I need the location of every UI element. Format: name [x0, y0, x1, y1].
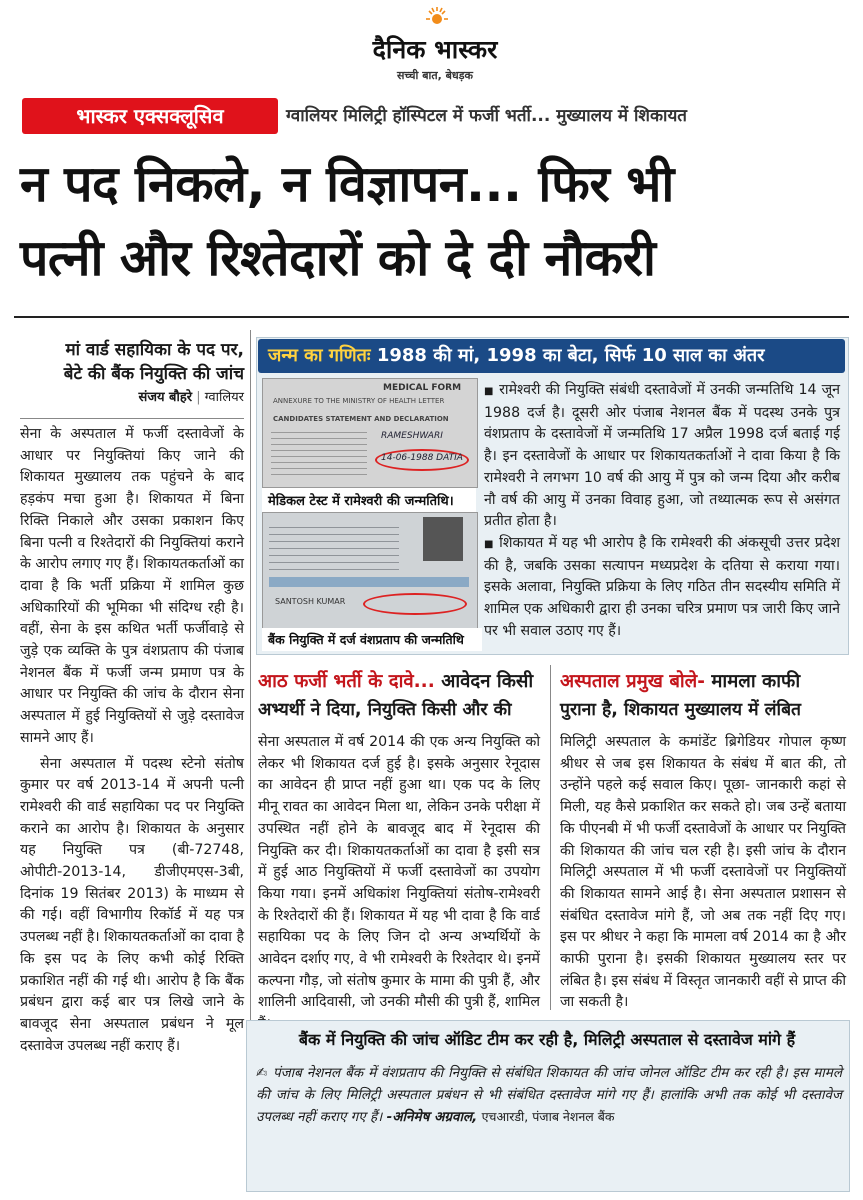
bottom-speaker: -अनिमेष अग्रवाल, — [386, 1109, 478, 1125]
janm-bullet-2-text: शिकायत में यह भी आरोप है कि रामेश्वरी की अंकसूची उत्तर प्रदेश की है, जबकि उसका सत्यापन मध्यप्रदेश के दतिया से कराया गया। इसके अलावा, नियुक्ति प्रक्रिया के लिए गठित तीन सदस्यीय समिति में शामिल एक अधिकारी द्वारा ही उनका चरित्र प्रमाण पत्र जारी किए जाने पर भी सवाल उठाए गए हैं। — [484, 534, 841, 639]
bottom-quote-text: पंजाब नेशनल बैंक में वंशप्रताप की नियुक्ति से संबंधित शिकायत की जांच जोनल ऑडिट टीम कर रही है। इस मामले की जांच के लिए मिलिट्री अस्पताल प्रबंधन से भी संबंधित दस्तावेज मांगे गए हैं। हालांकि अभी तक कोई भी दस्तावेज उपलब्ध नहीं कराए गए हैं। — [256, 1065, 843, 1125]
masthead-tagline: सच्ची बात, बेधड़क — [396, 69, 474, 82]
janm-title: 1988 की मां, 1998 का बेटा, सिर्फ 10 साल का अंतर — [376, 345, 765, 366]
medical-form-section: CANDIDATES STATEMENT AND DECLARATION — [273, 415, 449, 423]
mid-head-black2: अभ्यर्थी ने दिया, नियुक्ति किसी और की — [258, 700, 512, 720]
bank-record-name: SANTOSH KUMAR — [275, 597, 346, 606]
janm-bullet-1-text: रामेश्वरी की नियुक्ति संबंधी दस्तावेजों में उनकी जन्मतिथि 14 जून 1988 दर्ज है। दूसरी ओर पंजाब नेशनल बैंक में पदस्थ उनके पुत्र वंशप्रताप के दस्तावेजों में जन्मतिथि 17 अप्रैल 1998 दर्ज बताई गई है। इन दस्तावेजों के आधार पर शिकायतकर्ताओं ने दावा किया है कि रामेश्वरी ने लगभग 10 वर्ष की आयु में पुत्र को जन्म दिया और करीब नौ वर्ष की आयु में उनका विवाह हुआ, जो तथ्यात्मक रूप से असंगत प्रतीत होता है। — [484, 382, 840, 530]
byline-place: ग्वालियर — [204, 390, 244, 405]
sun-logo-icon — [426, 6, 448, 28]
medical-form-title: MEDICAL FORM — [383, 383, 462, 393]
right-head-red: अस्पताल प्रमुख बोले- — [560, 671, 705, 692]
bank-record-photo — [262, 512, 478, 630]
right-body: मिलिट्री अस्पताल के कमांडेंट ब्रिगेडियर गोपाल कृष्ण श्रीधर से जब इस शिकायत के संबंध में बात की, तो उन्होंने पहले कई सवाल किए। पूछा- जानकारी कहां से मिली, यह कैसे प्रकाशित कर सकते हो। जब उन्हें बताया कि पीएनबी में भी फर्जी दस्तावेजों के आधार पर नियुक्ति की शिकायत की जांच चल रही है। इसी जांच के दौरान मिलिट्री अस्पताल में भी फर्जी दस्तावेजों पर नियुक्तियों की शिकायत सामने आई है। सेना अस्पताल प्रशासन से संबंधित दस्तावेज मांगे हैं, जो अब तक नहीं दिए गए। इस पर श्रीधर ने कहा कि मामला वर्ष 2014 का है और काफी पुराना है। इसकी शिकायत मुख्यालय स्तर पर लंबित है। इस संबंध में विस्तृत जानकारी वहीं से प्राप्त की जा सकती है। — [560, 734, 846, 1011]
headline-line1: न पद निकले, न विज्ञापन... फिर भी — [20, 155, 674, 213]
mid-headline — [258, 668, 542, 724]
right-column-body — [560, 732, 846, 1012]
mid-body: सेना अस्पताल में वर्ष 2014 की एक अन्य नियुक्ति को लेकर भी शिकायत दर्ज हुई है। इसके अनुसार रेनूदास का आवेदन ही प्राप्त नहीं हुआ था। एक पद के लिए मीनू रावत का आवेदन मिला था, लेकिन उनके परीक्षा में उपस्थित नहीं होने के बावजूद बाद में रेनूदास की नियुक्ति कर दी। शिकायतकर्ताओं का दावा है इसी सत्र में हुई आठ नियुक्तियों में फर्जी दस्तावेजों का उपयोग किया गया। इनमें अधिकांश नियुक्तियां संतोष-रामेश्वरी के रिश्तेदारों की हैं। शिकायत में यह भी दावा है कि वार्ड सहायिका पद के लिए जिन दो अन्य अभ्यर्थियों के आवेदन दर्शाए गए, वे भी रामेश्वरी के रिश्तेदार थे। इनमें कल्पना गौड़, जो संतोष कुमार के मामा की पुत्री हैं, और शालिनी आदिवासी, जो उनकी मौसी की पुत्री हैं, शामिल — [258, 734, 540, 1011]
medical-form-photo — [262, 378, 478, 488]
masthead — [340, 6, 530, 84]
bottom-designation: एचआरडी, पंजाब नेशनल बैंक — [481, 1109, 615, 1124]
medical-form-handwritten-dob: 14-06-1988 DATIA — [381, 453, 463, 463]
bank-record-lines — [269, 521, 399, 573]
medical-form-lines — [271, 427, 367, 477]
mid-head-red: आठ फर्जी भर्ती के दावे... — [258, 671, 435, 692]
kicker: ग्वालियर मिलिट्री हॉस्पिटल में फर्जी भर्ती... मुख्यालय में शिकायत — [286, 106, 687, 126]
left-para1: सेना के अस्पताल में फर्जी दस्तावेजों के आधार पर नियुक्तियां किए जाने की शिकायत मुख्यालय तक पहुंचने के बाद हड़कंप मचा हुआ है। शिकायत में बिना रिक्ति निकाले और उसका प्रकाशन किए बिना पत्नी व रिश्तेदारों की नियुक्तियां कराने के आरोप लगाए गए हैं। शिकायतकर्ताओं का दावा है कि भर्ती प्रक्रिया में शामिल कुछ अधिकारियों की भूमिका भी संदिग्ध रही है। वहीं, सेना के इस कथित भर्ती फर्जीवाड़े से जुड़े एक व्यक्ति के पुत्र वंशप्रताप की पंजाब नेशनल बैंक में फर्जी जन्म प्रमाण पत्र के आधार पर नियुक्ति की जांच के दौरान सेना अस्पताल में हुई नियुक्तियों से जुड़े दस्तावेज सामने आए हैं। — [20, 426, 244, 746]
medical-form-handwritten-name: RAMESHWARI — [381, 431, 443, 441]
bank-record-band — [269, 577, 469, 587]
headline-line2: पत्नी और रिश्तेदारों को दे दी नौकरी — [20, 229, 656, 287]
janm-bullet-2: ■ शिकायत में यह भी आरोप है कि रामेश्वरी की अंकसूची उत्तर प्रदेश की है, जबकि उसका सत्यापन मध्यप्रदेश के दतिया से कराया गया। इसके अलावा, नियुक्ति प्रक्रिया के लिए गठित तीन सदस्यीय समिति में शामिल एक अधिकारी द्वारा ही उनका चरित्र प्रमाण पत्र जारी किए जाने पर भी सवाल उठाए गए हैं। — [484, 534, 841, 639]
janm-label: जन्म का गणितः — [268, 345, 371, 366]
byline-rule — [20, 418, 244, 419]
left-column-body — [20, 424, 244, 1194]
column-divider-right — [550, 665, 551, 1010]
headline-rule — [14, 316, 849, 318]
janm-bullet-1: ■ रामेश्वरी की नियुक्ति संबंधी दस्तावेजों में उनकी जन्मतिथि 14 जून 1988 दर्ज है। दूसरी ओर पंजाब नेशनल बैंक में पदस्थ उनके पुत्र वंशप्रताप के दस्तावेजों में जन्मतिथि 17 अप्रैल 1998 दर्ज बताई गई है। इन दस्तावेजों के आधार पर शिकायतकर्ताओं ने दावा किया है कि रामेश्वरी ने लगभग 10 वर्ष की आयु में पुत्र को जन्म दिया और करीब नौ वर्ष की आयु में उनका विवाह हुआ, जो तथ्यात्मक रूप से असंगत प्रतीत होता है। — [484, 382, 840, 530]
right-headline — [560, 668, 848, 724]
janm-box-header — [258, 339, 845, 373]
exclusive-badge: भास्कर एक्सक्लूसिव — [22, 98, 278, 134]
portrait-thumbnail — [423, 517, 463, 561]
bottom-box-quote: ✍ पंजाब नेशनल बैंक में वंशप्रताप की नियुक्ति से संबंधित शिकायत की जांच जोनल ऑडिट टीम कर रही है। इस मामले की जांच के लिए मिलिट्री अस्पताल प्रबंधन से भी संबंधित दस्तावेज मांगे गए हैं। हालांकि अभी तक कोई भी दस्तावेज उपलब्ध नहीं कराए गए हैं। -अनिमेष अग्रवाल, एचआरडी, पंजाब नेशनल बैंक — [256, 1065, 843, 1125]
right-head-black1: मामला काफी — [711, 671, 801, 692]
mid-head-black1: आवेदन किसी — [441, 671, 534, 692]
left-para2: सेना अस्पताल में पदस्थ स्टेनो संतोष कुमार पर वर्ष 2013-14 में अपनी पत्नी रामेश्वरी की वार्ड सहायिका पद पर नियुक्ति कराने का आरोप है। शिकायत के अनुसार यह नियुक्ति पत्र (बी-72748, ओपीटी-2013-14, डीजीएमएस-3बी, दिनांक 19 सितंबर 2013) के माध्यम से की गई। वहीं विभागीय रिकॉर्ड में यह पत्र उपलब्ध नहीं है। शिकायतकर्ताओं का दावा है कि इस पद के लिए कभी कोई रिक्ति प्रकाशित नहीं की गई थी। आरोप है कि बैंक प्रबंधन द्वारा कई बार पत्र लिखे जाने के बावजूद सेना अस्पताल प्रबंधन ने मूल दस्तावेज उपलब्ध नहीं कराए हैं। — [20, 755, 244, 1054]
janm-bullets — [484, 380, 840, 642]
medical-form-sub: ANNEXURE TO THE MINISTRY OF HEALTH LETTER — [273, 397, 445, 405]
bottom-box-title: बैंक में नियुक्ति की जांच ऑडिट टीम कर रही है, मिलिट्री अस्पताल से दस्तावेज मांगे हैं — [298, 1030, 796, 1049]
red-circle-highlight-2 — [363, 593, 467, 615]
left-subhead-line2: बेटे की बैंक नियुक्ति की जांच — [63, 364, 244, 384]
left-subhead — [20, 338, 244, 408]
mid-column-body — [258, 732, 540, 1012]
photo2-caption: बैंक नियुक्ति में दर्ज वंशप्रताप की जन्मतिथि — [262, 628, 482, 651]
right-head-black2: पुराना है, शिकायत मुख्यालय में लंबित — [560, 700, 802, 720]
byline-name: संजय बौहरे — [138, 390, 193, 405]
byline: संजय बौहरे | ग्वालियर — [138, 390, 244, 405]
masthead-title: दैनिक भास्कर — [372, 35, 498, 64]
left-subhead-line1: मां वार्ड सहायिका के पद पर, — [65, 340, 244, 360]
photo1-caption: मेडिकल टेस्ट में रामेश्वरी की जन्मतिथि। — [262, 488, 476, 512]
